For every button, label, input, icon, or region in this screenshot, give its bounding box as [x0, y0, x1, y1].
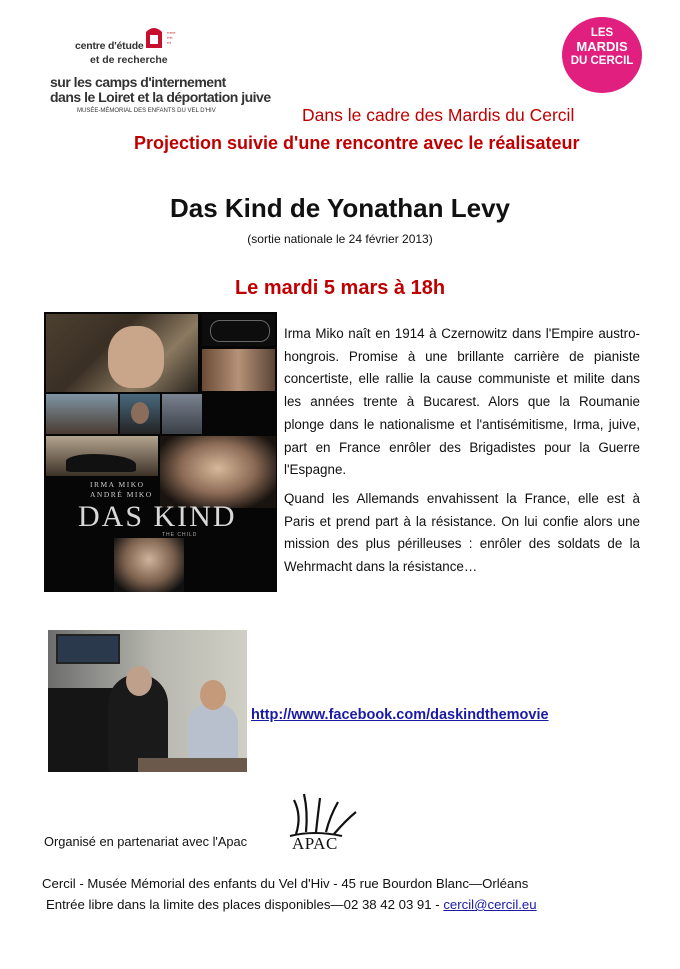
- poster-photo-man: [114, 538, 184, 592]
- poster-photo-couple: [202, 349, 275, 391]
- apac-logo-crown-icon: [282, 790, 382, 838]
- footer-info-text: Entrée libre dans la limite des places disponibles—02 38 42 03 91 -: [46, 897, 444, 912]
- badge-line-1: LES: [590, 27, 614, 39]
- badge-line-2: MARDIS: [576, 39, 628, 54]
- partner-text: Organisé en partenariat avec l'Apac: [44, 834, 248, 849]
- poster-film-title: DAS KIND: [78, 500, 237, 533]
- apac-logo-label: APAC: [292, 834, 338, 853]
- logo-line-3: sur les camps d'internement: [50, 74, 226, 90]
- logo-line-4: dans le Loiret et la déportation juive: [50, 89, 271, 105]
- poster-festival-laurels: [202, 314, 275, 346]
- poster-name-1: IRMA MIKO: [90, 480, 145, 489]
- footer-address: Cercil - Musée Mémorial des enfants du Vel d'Hiv - 45 rue Bourdon Blanc—Orléans: [42, 876, 529, 891]
- logo-line-1: centre d'étude: [75, 40, 144, 52]
- apac-logo: [282, 790, 382, 858]
- film-poster: [44, 312, 277, 592]
- poster-photo-woman: [160, 436, 276, 508]
- badge-line-3: DU CERCIL: [570, 55, 634, 67]
- cercil-logo-tagline: ▪▪▪▪▪▪ ▪▪▪▪ ▪▪▪: [167, 30, 176, 45]
- cercil-logo: [50, 22, 271, 122]
- poster-photo-street: [46, 394, 118, 434]
- logo-line-5: MUSÉE-MÉMORIAL DES ENFANTS DU VEL D'HIV: [77, 108, 216, 114]
- film-still-photo: [48, 630, 247, 772]
- poster-photo-piano: [46, 436, 158, 476]
- poster-names: [90, 480, 153, 500]
- poster-photo-portrait: [120, 394, 160, 434]
- poster-photo-city: [162, 394, 202, 434]
- facebook-link[interactable]: http://www.facebook.com/daskindthemovie: [251, 707, 549, 723]
- synopsis: [284, 323, 640, 585]
- email-link[interactable]: cercil@cercil.eu: [443, 897, 537, 912]
- poster-subtitle: THE CHILD: [162, 532, 198, 538]
- synopsis-paragraph-1: Irma Miko naît en 1914 à Czernowitz dans l'Empire austro-hongrois. Promise à une brillante carrière de pianiste concertiste, elle rallie la cause communiste et milite dans les années trente à Bucarest. Alors que la Roumanie plonge dans le nationalisme et l'antisémitisme, Irma, juive, part en France enrôler des Brigadistes pour la Guerre l'Espagne.: [284, 326, 640, 478]
- footer-info: [46, 897, 537, 912]
- mardis-du-cercil-badge: [562, 17, 642, 93]
- poster-photo-irma: [46, 314, 198, 392]
- projection-heading-text: Projection suivie d'une rencontre avec le réalisateur: [134, 133, 580, 153]
- film-title: Das Kind de Yonathan Levy: [169, 193, 510, 223]
- event-date: Le mardi 5 mars à 18h: [234, 277, 446, 299]
- cercil-logo-mark-icon: [143, 24, 165, 50]
- release-date: (sortie nationale le 24 février 2013): [247, 232, 433, 246]
- logo-line-2: et de recherche: [90, 54, 168, 66]
- synopsis-paragraph-2: Quand les Allemands envahissent la France, elle est à Paris et prend part à la résistance. On lui confie alors une mission des plus périlleuses : enrôler des soldats de la Wehrmacht dans la résistance…: [284, 490, 640, 575]
- poster-name-2: ANDRÉ MIKO: [90, 490, 153, 499]
- context-heading-text: Dans le cadre des Mardis du Cercil: [302, 105, 575, 125]
